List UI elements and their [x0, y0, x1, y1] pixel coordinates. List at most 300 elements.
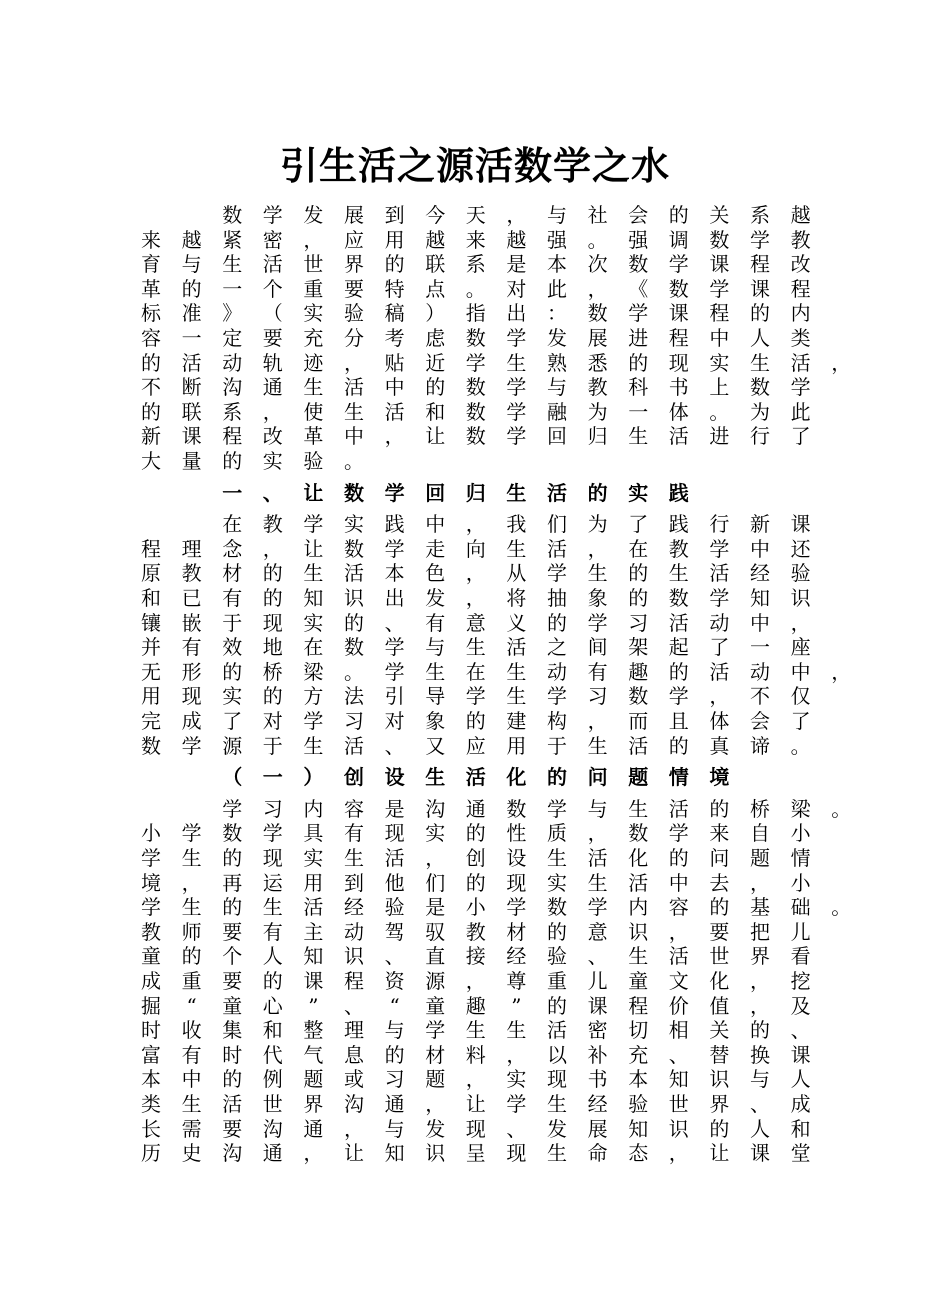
- text-char: 象: [425, 709, 446, 733]
- text-char: 世: [303, 252, 324, 277]
- text-char: 一: [262, 765, 283, 790]
- text-char: 要: [344, 276, 364, 301]
- text-char: （: [222, 765, 243, 790]
- text-char: 真: [709, 733, 730, 758]
- text-char: 实: [506, 1067, 527, 1092]
- text-char: 学: [668, 821, 689, 846]
- text-char: 学: [141, 846, 161, 870]
- text-char: 到: [344, 870, 364, 895]
- text-char: 动: [750, 659, 770, 684]
- text-char: 学: [384, 480, 405, 505]
- text-char: 将: [506, 586, 527, 610]
- text-char: 来: [465, 227, 486, 252]
- text-char: 活: [222, 1092, 243, 1116]
- text-char: 现: [668, 350, 689, 375]
- text-char: 为: [750, 399, 770, 424]
- text-char: 内: [628, 895, 649, 920]
- text-char: 们: [547, 512, 567, 537]
- text-char: 童: [141, 944, 161, 969]
- text-char: 生: [506, 480, 527, 505]
- text-char: 的: [709, 796, 730, 821]
- text-char: 点: [425, 276, 446, 301]
- text-char: 础: [790, 895, 811, 920]
- text-char: 题: [750, 846, 770, 870]
- text-char: 学: [587, 610, 608, 635]
- text-char: 现: [465, 1116, 486, 1141]
- text-char: 生: [425, 659, 446, 684]
- text-char: 、: [790, 1018, 811, 1043]
- text-char: 实: [628, 480, 649, 505]
- text-char: 的: [465, 709, 486, 733]
- text-char: 的: [262, 969, 283, 993]
- text-char: 富: [141, 1042, 161, 1067]
- text-char: 活: [303, 895, 324, 920]
- text-char: 生: [506, 659, 527, 684]
- text-char: 发: [425, 1116, 446, 1141]
- text-char: 或: [344, 1067, 364, 1092]
- text-char: 沟: [222, 375, 243, 400]
- text-char: 不: [750, 684, 770, 709]
- text-line: [0, 561, 950, 585]
- text-line: [0, 512, 950, 536]
- text-char: 习: [384, 1067, 405, 1092]
- text-char: 无: [141, 659, 161, 684]
- text-char: 大: [141, 449, 161, 473]
- text-char: 理: [181, 536, 202, 561]
- text-char: 经: [344, 895, 364, 920]
- text-char: 越: [181, 227, 202, 252]
- text-char: 生: [628, 796, 649, 821]
- text-line: [0, 449, 950, 473]
- text-char: 题: [628, 765, 649, 790]
- text-char: 学: [262, 203, 283, 227]
- text-char: 发: [547, 326, 567, 350]
- text-char: ，: [587, 276, 608, 301]
- text-char: ，: [465, 586, 486, 610]
- text-char: 学: [181, 733, 202, 758]
- text-char: ，: [587, 709, 608, 733]
- text-char: 人: [262, 944, 283, 969]
- text-char: 与: [425, 635, 446, 660]
- text-char: 人: [750, 326, 770, 350]
- text-char: 天: [465, 203, 486, 227]
- text-char: 联: [181, 399, 202, 424]
- text-char: 一: [181, 326, 202, 350]
- text-char: 课: [587, 993, 608, 1018]
- text-char: 生: [303, 733, 324, 758]
- text-char: 联: [425, 252, 446, 277]
- text-char: 中: [750, 610, 770, 635]
- text-line: [0, 944, 950, 968]
- text-char: 的: [384, 252, 405, 277]
- text-char: 数: [465, 399, 486, 424]
- text-char: 在: [628, 536, 649, 561]
- text-char: 需: [181, 1116, 202, 1141]
- text-char: 学: [384, 635, 405, 660]
- text-char: ，: [668, 1141, 689, 1166]
- text-char: 与: [384, 1116, 405, 1141]
- text-char: 、: [262, 480, 283, 505]
- text-char: 知: [303, 944, 324, 969]
- text-line: [0, 994, 950, 1018]
- text-char: 知: [628, 1116, 649, 1141]
- text-char: 改: [262, 424, 283, 449]
- text-char: 。: [790, 733, 811, 758]
- text-char: 童: [628, 969, 649, 993]
- text-char: 的: [547, 919, 567, 944]
- text-char: 发: [303, 203, 324, 227]
- text-char: 走: [425, 536, 446, 561]
- text-char: ，: [303, 227, 324, 252]
- text-char: 革: [303, 424, 324, 449]
- text-line: [0, 920, 950, 944]
- text-char: 验: [628, 1092, 649, 1116]
- text-char: 学: [547, 796, 567, 821]
- text-char: 的: [547, 765, 567, 790]
- text-char: 本: [384, 561, 405, 586]
- text-char: 学: [547, 561, 567, 586]
- text-char: 越: [790, 203, 811, 227]
- text-char: 接: [465, 944, 486, 969]
- text-char: 类: [790, 326, 811, 350]
- text-char: 还: [790, 536, 811, 561]
- text-char: 有: [425, 610, 446, 635]
- text-char: 切: [628, 1018, 649, 1043]
- text-char: ，: [465, 561, 486, 586]
- text-char: 长: [141, 1116, 161, 1141]
- text-char: 熟: [547, 350, 567, 375]
- text-char: 生: [506, 1018, 527, 1043]
- text-line: [0, 684, 950, 708]
- text-char: （: [262, 301, 283, 326]
- text-char: 重: [181, 969, 202, 993]
- text-char: 的: [262, 586, 283, 610]
- text-char: 来: [709, 821, 730, 846]
- text-char: 把: [750, 919, 770, 944]
- text-char: 经: [587, 1092, 608, 1116]
- text-char: 数: [222, 203, 243, 227]
- text-char: 原: [141, 561, 161, 586]
- text-char: 习: [628, 610, 649, 635]
- text-char: 间: [587, 635, 608, 660]
- text-char: 学: [506, 424, 527, 449]
- text-char: 具: [303, 821, 324, 846]
- text-char: 数: [344, 480, 364, 505]
- text-char: 设: [506, 846, 527, 870]
- text-char: 学: [425, 1018, 446, 1043]
- text-char: 识: [668, 1116, 689, 1141]
- text-char: ，: [831, 350, 852, 375]
- text-char: 课: [750, 1141, 770, 1166]
- text-line: [0, 734, 950, 758]
- text-char: 越: [425, 227, 446, 252]
- text-char: 材: [425, 1042, 446, 1067]
- text-char: 化: [709, 969, 730, 993]
- text-char: 识: [709, 1067, 730, 1092]
- text-char: 而: [628, 709, 649, 733]
- text-line: [0, 375, 950, 399]
- text-line: [0, 1141, 950, 1165]
- text-char: 的: [628, 561, 649, 586]
- text-char: 了: [709, 635, 730, 660]
- text-char: 生: [181, 895, 202, 920]
- text-char: 识: [628, 919, 649, 944]
- text-char: 堂: [790, 1141, 811, 1166]
- text-char: 标: [141, 301, 161, 326]
- text-char: 习: [262, 796, 283, 821]
- text-char: 掘: [141, 993, 161, 1018]
- text-char: 出: [384, 586, 405, 610]
- text-char: 架: [628, 635, 649, 660]
- text-char: 学: [303, 709, 324, 733]
- text-char: 让: [425, 424, 446, 449]
- text-char: 强: [628, 227, 649, 252]
- text-char: 师: [181, 919, 202, 944]
- text-char: ，: [262, 536, 283, 561]
- text-char: 嵌: [181, 610, 202, 635]
- text-char: 稿: [384, 301, 405, 326]
- text-char: 问: [709, 846, 730, 870]
- text-char: 于: [547, 733, 567, 758]
- text-char: 断: [181, 375, 202, 400]
- text-char: 现: [181, 684, 202, 709]
- text-char: ，: [425, 846, 446, 870]
- text-char: 验: [547, 944, 567, 969]
- text-char: 程: [222, 424, 243, 449]
- text-char: 教: [587, 375, 608, 400]
- text-char: 、: [506, 1116, 527, 1141]
- text-char: 的: [709, 1116, 730, 1141]
- text-char: 数: [506, 796, 527, 821]
- text-char: 通: [465, 796, 486, 821]
- text-char: 沟: [344, 1092, 364, 1116]
- text-char: 学: [709, 276, 730, 301]
- text-char: 发: [547, 1116, 567, 1141]
- text-char: 的: [750, 1018, 770, 1043]
- text-char: 回: [547, 424, 567, 449]
- text-char: ，: [384, 424, 405, 449]
- text-char: 程: [790, 276, 811, 301]
- text-char: 学: [587, 895, 608, 920]
- text-char: 越: [506, 227, 527, 252]
- text-char: 的: [587, 480, 608, 505]
- text-char: 到: [384, 203, 405, 227]
- text-char: 体: [668, 399, 689, 424]
- text-char: 与: [587, 796, 608, 821]
- text-char: 。: [709, 399, 730, 424]
- text-char: 沟: [425, 796, 446, 821]
- text-char: 生: [547, 1092, 567, 1116]
- text-char: 会: [628, 203, 649, 227]
- text-char: 展: [587, 326, 608, 350]
- text-char: 梁: [303, 659, 324, 684]
- text-char: ，: [465, 969, 486, 993]
- text-char: 活: [709, 659, 730, 684]
- text-line: [0, 1067, 950, 1091]
- text-char: 于: [262, 733, 283, 758]
- section-heading: [0, 765, 950, 789]
- text-char: 料: [465, 1042, 486, 1067]
- text-char: 在: [465, 659, 486, 684]
- text-char: 梁: [790, 796, 811, 821]
- text-char: 活: [547, 536, 567, 561]
- text-char: 育: [141, 252, 161, 277]
- text-char: 镶: [141, 610, 161, 635]
- text-char: 之: [547, 635, 567, 660]
- text-char: 活: [465, 765, 486, 790]
- text-char: 基: [750, 895, 770, 920]
- text-char: ，: [303, 1141, 324, 1166]
- text-char: 进: [709, 424, 730, 449]
- text-char: 知: [384, 1141, 405, 1166]
- text-char: 义: [506, 610, 527, 635]
- text-char: 近: [425, 350, 446, 375]
- text-line: [0, 1043, 950, 1067]
- text-char: 充: [303, 326, 324, 350]
- text-line: [0, 871, 950, 895]
- text-char: 教: [668, 536, 689, 561]
- text-char: ，: [750, 993, 770, 1018]
- text-char: 。: [465, 276, 486, 301]
- text-char: 生: [587, 561, 608, 586]
- text-char: 生: [222, 252, 243, 277]
- text-char: 、: [587, 944, 608, 969]
- text-line: [0, 203, 950, 227]
- text-char: 来: [141, 227, 161, 252]
- text-char: 生: [506, 350, 527, 375]
- text-char: 中: [790, 659, 811, 684]
- text-char: 谛: [750, 733, 770, 758]
- text-char: 象: [587, 586, 608, 610]
- text-char: 数: [547, 895, 567, 920]
- text-char: 实: [709, 350, 730, 375]
- text-char: 活: [628, 870, 649, 895]
- text-char: 及: [790, 993, 811, 1018]
- text-char: 中: [344, 424, 364, 449]
- text-char: 的: [668, 659, 689, 684]
- text-char: 活: [547, 1018, 567, 1043]
- text-char: 的: [709, 895, 730, 920]
- text-char: 人: [750, 1116, 770, 1141]
- text-char: 挖: [790, 969, 811, 993]
- text-char: 关: [709, 203, 730, 227]
- text-char: 心: [262, 993, 283, 1018]
- text-char: 课: [668, 301, 689, 326]
- text-char: 书: [668, 375, 689, 400]
- text-char: ，: [344, 350, 364, 375]
- text-char: 的: [222, 659, 243, 684]
- text-line: [0, 611, 950, 635]
- text-char: 的: [628, 586, 649, 610]
- text-char: 我: [506, 512, 527, 537]
- text-char: 的: [668, 846, 689, 870]
- text-char: 数: [628, 252, 649, 277]
- text-char: 次: [587, 252, 608, 277]
- text-char: 与: [384, 1018, 405, 1043]
- text-char: 沟: [222, 1141, 243, 1166]
- text-char: 、: [668, 1042, 689, 1067]
- text-char: 学: [465, 684, 486, 709]
- text-char: 课: [709, 252, 730, 277]
- text-char: ，: [506, 203, 527, 227]
- text-char: 化: [628, 846, 649, 870]
- text-char: 社: [587, 203, 608, 227]
- text-char: 本: [141, 1067, 161, 1092]
- text-char: 一: [222, 276, 243, 301]
- text-char: 用: [141, 684, 161, 709]
- text-char: 识: [425, 1141, 446, 1166]
- text-char: 的: [262, 561, 283, 586]
- text-char: 材: [222, 561, 243, 586]
- text-char: 创: [344, 765, 364, 790]
- text-char: 的: [262, 684, 283, 709]
- text-char: 一: [222, 480, 243, 505]
- text-char: 再: [222, 870, 243, 895]
- text-char: 特: [384, 276, 405, 301]
- text-char: 桥: [262, 659, 283, 684]
- text-char: 文: [668, 969, 689, 993]
- text-char: 生: [668, 561, 689, 586]
- text-char: ，: [181, 870, 202, 895]
- text-char: ：: [547, 301, 567, 326]
- text-char: 有: [587, 659, 608, 684]
- text-char: 的: [344, 610, 364, 635]
- text-char: 价: [668, 993, 689, 1018]
- text-char: 知: [750, 586, 770, 610]
- text-char: 迹: [303, 350, 324, 375]
- text-char: 新: [141, 424, 161, 449]
- text-char: 有: [222, 586, 243, 610]
- text-char: 收: [181, 1018, 202, 1043]
- text-char: 整: [303, 1018, 324, 1043]
- text-char: 活: [262, 252, 283, 277]
- text-char: 生: [181, 1092, 202, 1116]
- text-char: 生: [303, 561, 324, 586]
- text-char: 验: [790, 561, 811, 586]
- text-char: 要: [709, 919, 730, 944]
- text-char: 程: [628, 993, 649, 1018]
- text-char: 。: [344, 449, 364, 473]
- text-char: 呈: [465, 1141, 486, 1166]
- text-char: 现: [262, 610, 283, 635]
- text-char: 容: [668, 895, 689, 920]
- text-char: 于: [222, 610, 243, 635]
- text-char: 生: [425, 765, 446, 790]
- text-char: 。: [831, 895, 852, 920]
- text-char: 学: [222, 796, 243, 821]
- text-char: 会: [750, 709, 770, 733]
- text-char: 方: [303, 684, 324, 709]
- text-char: 指: [465, 301, 486, 326]
- text-char: 动: [547, 659, 567, 684]
- text-char: 识: [344, 586, 364, 610]
- text-char: 通: [303, 1116, 324, 1141]
- text-char: 、: [384, 733, 405, 758]
- text-char: 程: [709, 301, 730, 326]
- text-line: [0, 424, 950, 448]
- text-line: [0, 228, 950, 252]
- text-char: 活: [384, 399, 405, 424]
- text-char: 的: [547, 610, 567, 635]
- text-char: 程: [750, 252, 770, 277]
- text-char: 通: [384, 1092, 405, 1116]
- text-char: 知: [668, 1067, 689, 1092]
- text-char: 教: [141, 919, 161, 944]
- text-char: 数: [344, 635, 364, 660]
- text-char: 不: [141, 375, 161, 400]
- text-char: 对: [262, 709, 283, 733]
- text-char: 效: [222, 635, 243, 660]
